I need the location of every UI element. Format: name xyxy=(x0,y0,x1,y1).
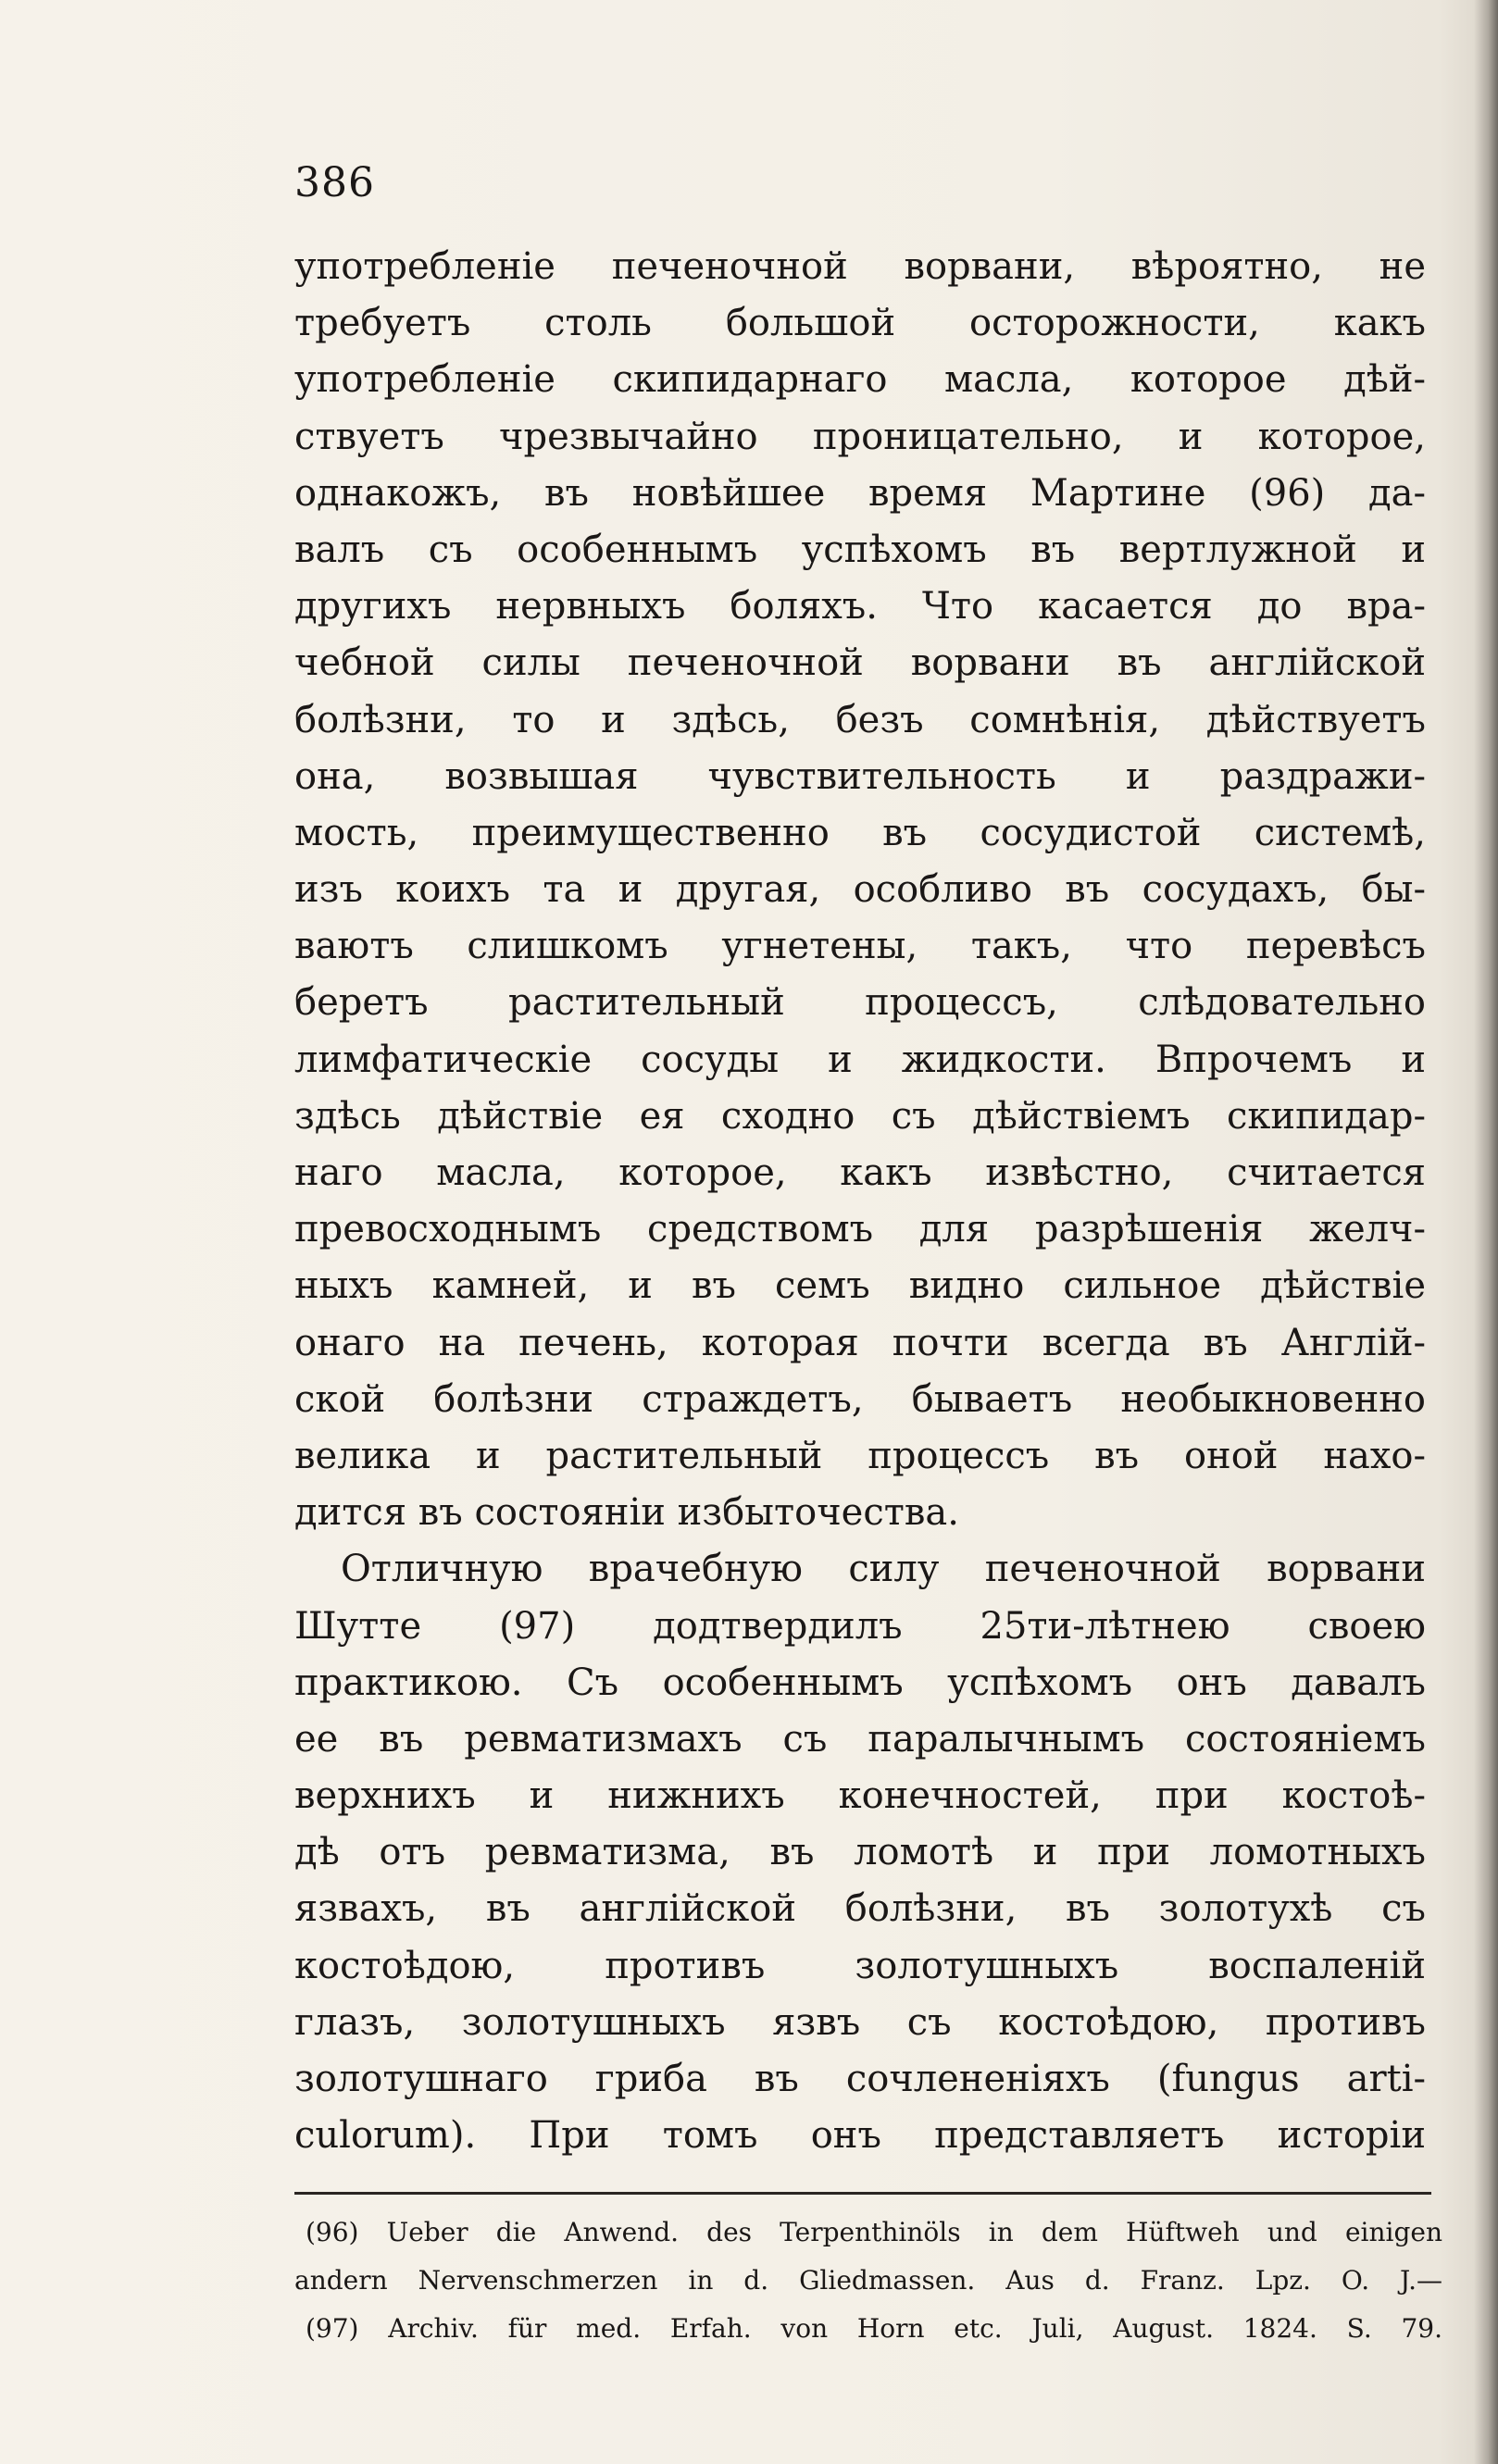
text-line: беретъ растительный процессъ, слѣдовательно xyxy=(294,981,1426,1025)
text-line: валъ съ особеннымъ успѣхомъ въ вертлужной и xyxy=(294,528,1426,571)
text-line: изъ коихъ та и другая, особливо въ сосудахъ, бы- xyxy=(294,868,1426,912)
text-line: ее въ ревматизмахъ съ паралычнымъ состояніемъ xyxy=(294,1717,1426,1761)
footnotes xyxy=(294,2209,1442,2353)
footnote-divider xyxy=(294,2192,1431,2195)
body-text xyxy=(294,239,1426,2164)
text-line: здѣсь дѣйствіе ея сходно съ дѣйствіемъ скипидар- xyxy=(294,1094,1426,1138)
text-line: практикою. Съ особеннымъ успѣхомъ онъ давалъ xyxy=(294,1661,1426,1704)
text-line: глазъ, золотушныхъ язвъ съ костоѣдою, противъ xyxy=(294,2000,1426,2044)
text-line: другихъ нервныхъ боляхъ. Что касается до вра- xyxy=(294,585,1426,628)
text-line: велика и растительный процессъ въ оной нахо- xyxy=(294,1434,1426,1477)
page-number: 386 xyxy=(294,159,375,206)
page-edge-shadow xyxy=(1474,0,1498,2464)
text-line: болѣзни, то и здѣсь, безъ сомнѣнія, дѣйствуетъ xyxy=(294,698,1426,741)
text-line: лимфатическіе сосуды и жидкости. Впрочемъ и xyxy=(294,1038,1426,1081)
paragraph-last-line: дится въ состояніи избыточества. xyxy=(294,1491,959,1535)
text-line: наго масла, которое, какъ извѣстно, считается xyxy=(294,1151,1426,1194)
text-line: ской болѣзни страждетъ, бываетъ необыкновенно xyxy=(294,1377,1426,1421)
footnote-96-continued: andern Nervenschmerzen in d. Gliedmassen. Aus d. Franz. Lpz. O. J.— xyxy=(294,2265,1442,2296)
text-line: верхнихъ и нижнихъ конечностей, при костоѣ- xyxy=(294,1774,1426,1818)
text-line: ваютъ слишкомъ угнетены, такъ, что перевѣсъ xyxy=(294,925,1426,968)
footnote-97: (97) Archiv. für med. Erfah. von Horn etc. Juli, August. 1824. S. 79. xyxy=(306,2313,1442,2344)
text-line: превосходнымъ средствомъ для разрѣшенія желч- xyxy=(294,1208,1426,1251)
text-line: требуетъ столь большой осторожности, какъ xyxy=(294,302,1426,345)
text-line: употребленіе печеночной ворвани, вѣроятно, не xyxy=(294,245,1426,288)
text-line: костоѣдою, противъ золотушныхъ воспаленій xyxy=(294,1944,1426,1987)
text-line: чебной силы печеночной ворвани въ англійской xyxy=(294,641,1426,685)
text-line: язвахъ, въ англійской болѣзни, въ золотухѣ съ xyxy=(294,1887,1426,1931)
text-line: мость, преимущественно въ сосудистой системѣ, xyxy=(294,811,1426,854)
text-line: ныхъ камней, и въ семъ видно сильное дѣйствіе xyxy=(294,1264,1426,1308)
text-line: она, возвышая чувствительность и раздражи- xyxy=(294,754,1426,798)
text-line: culorum). При томъ онъ представляетъ исторіи xyxy=(294,2114,1426,2158)
text-line: онаго на печень, которая почти всегда въ Англій- xyxy=(294,1321,1426,1364)
text-line: ствуетъ чрезвычайно проницательно, и которое, xyxy=(294,415,1426,458)
text-line: однакожъ, въ новѣйшее время Мартине (96) да- xyxy=(294,471,1426,515)
text-line: золотушнаго гриба въ сочлененіяхъ (fungus arti- xyxy=(294,2058,1426,2100)
paragraph-first-line: Отличную врачебную силу печеночной ворвани xyxy=(341,1548,1426,1591)
text-line: дѣ отъ ревматизма, въ ломотѣ и при ломотныхъ xyxy=(294,1831,1426,1874)
text-line: употребленіе скипидарнаго масла, которое дѣй- xyxy=(294,358,1426,402)
text-line: Шутте (97) додтвердилъ 25ти-лѣтнею своею xyxy=(294,1604,1426,1648)
footnote-96: (96) Ueber die Anwend. des Terpenthinöls in dem Hüftweh und einigen xyxy=(306,2217,1442,2247)
